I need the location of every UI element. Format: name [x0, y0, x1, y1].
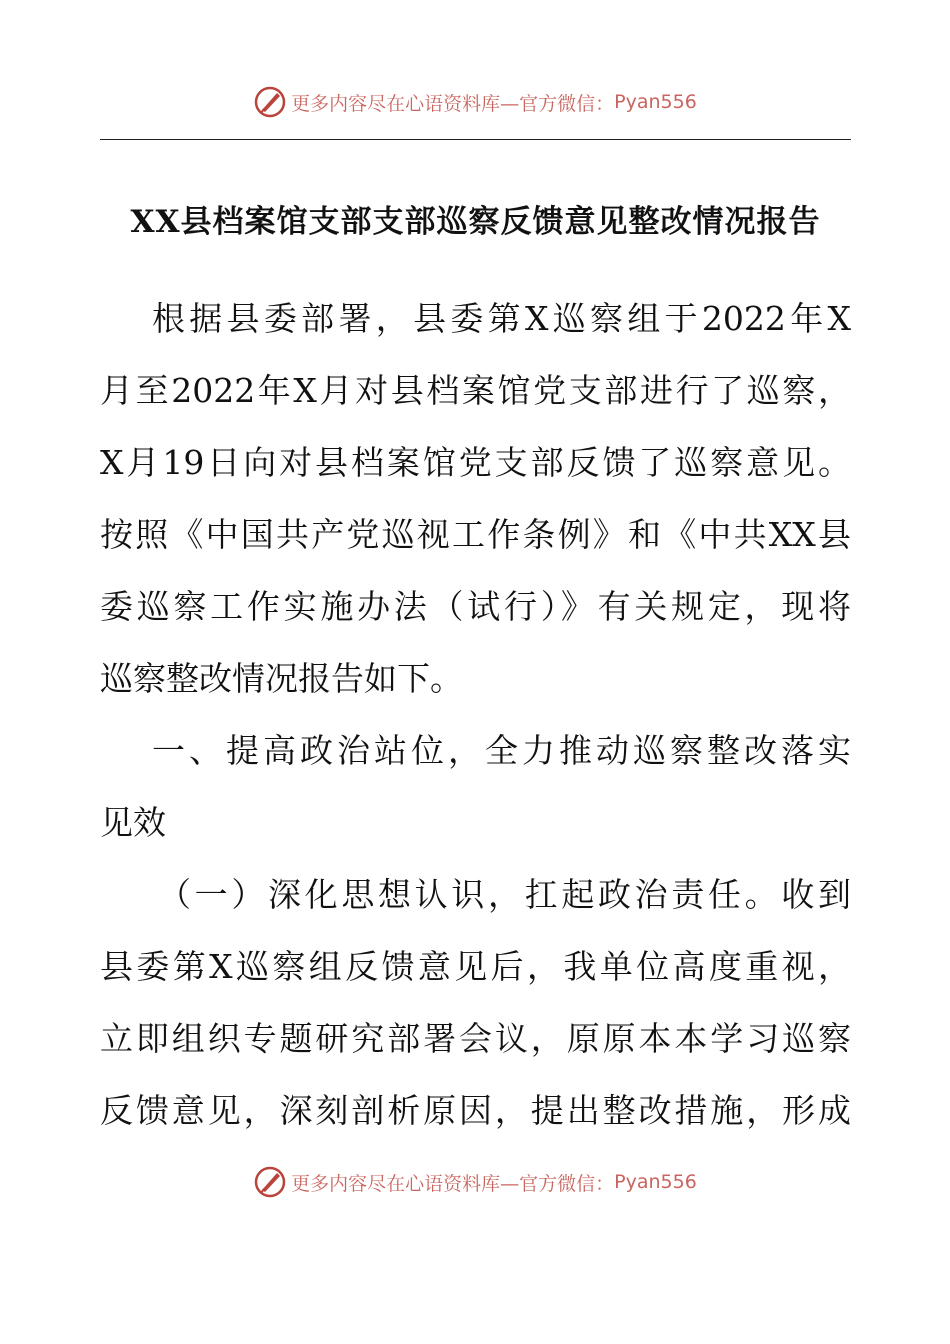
header-divider: [100, 139, 851, 140]
pen-logo-icon: [253, 85, 287, 119]
body-line: 月至2022年X月对县档案馆党支部进行了巡察，: [100, 371, 851, 410]
header-banner: [0, 82, 950, 122]
body-line: （一）深化思想认识，扛起政治责任。收到: [158, 875, 851, 914]
document-title: XX县档案馆支部支部巡察反馈意见整改情况报告: [130, 204, 821, 240]
body-line: 立即组织专题研究部署会议，原原本本学习巡察: [100, 1019, 851, 1058]
body-line: 反馈意见，深刻剖析原因，提出整改措施，形成: [100, 1091, 851, 1130]
footer-banner: [0, 1162, 950, 1202]
body-line: 按照《中国共产党巡视工作条例》和《中共XX县: [100, 515, 851, 554]
body-line: X月19日向对县档案馆党支部反馈了巡察意见。: [100, 443, 851, 482]
banner-text: 更多内容尽在心语资料库—官方微信：: [291, 1172, 615, 1195]
body-line: 委巡察工作实施办法（试行）》有关规定，现将: [100, 587, 851, 626]
body-line: 巡察整改情况报告如下。: [100, 659, 463, 698]
pen-logo-icon: [253, 1165, 287, 1199]
body-line: 根据县委部署，县委第X巡察组于2022年X: [152, 299, 851, 338]
banner-text: 更多内容尽在心语资料库—官方微信：: [291, 92, 615, 115]
document-body: [100, 283, 851, 1147]
section-heading-line: 见效: [100, 803, 166, 842]
body-line: 县委第X巡察组反馈意见后，我单位高度重视，: [100, 947, 851, 986]
banner-wechat-id: Pyan556: [614, 91, 697, 113]
banner-wechat-id: Pyan556: [614, 1171, 697, 1193]
section-heading-line: 一、提高政治站位，全力推动巡察整改落实: [152, 731, 851, 770]
